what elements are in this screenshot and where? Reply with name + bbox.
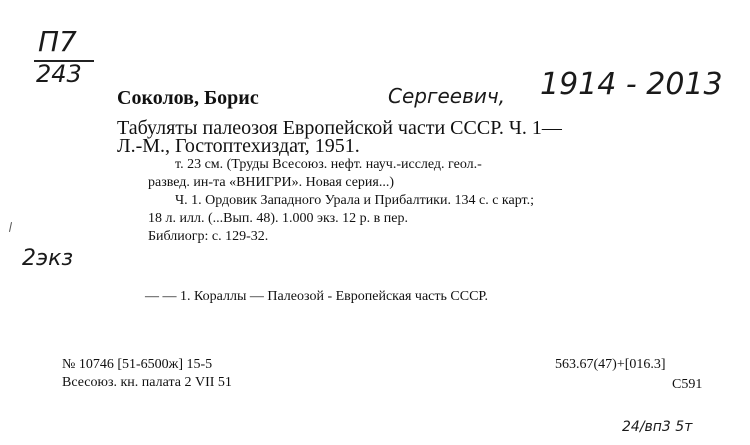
bottom-handwritten-marks: 24/вп3 5т xyxy=(622,419,693,435)
part-line-1: Ч. 1. Ордовик Западного Урала и Прибалтики. 134 с. с карт.; xyxy=(175,193,534,208)
cutter-number: С591 xyxy=(672,377,703,392)
margin-copies-note: 2экз xyxy=(22,246,74,271)
bibliography-note: Библиогр: с. 129-32. xyxy=(148,229,269,244)
shelfmark-top: П7 xyxy=(38,25,77,58)
series-line-2: развед. ин-та «ВНИГРИ». Новая серия...) xyxy=(148,175,395,190)
series-line-1: т. 23 см. (Труды Всесоюз. нефт. науч.-исслед. геол.- xyxy=(175,157,482,172)
shelfmark-bottom: 243 xyxy=(36,60,82,88)
book-chamber-line: Всесоюз. кн. палата 2 VII 51 xyxy=(62,375,232,390)
subject-headings: — — 1. Кораллы — Палеозой - Европейская часть СССР. xyxy=(145,289,488,304)
margin-stroke xyxy=(9,222,12,232)
author-handwritten-patronymic: Сергеевич, xyxy=(388,84,506,108)
author-printed: Соколов, Борис xyxy=(117,87,259,109)
title-line: Табуляты палеозоя Европейской части СССР. Ч. 1— xyxy=(117,117,562,139)
author-handwritten-years: 1914 - 2013 xyxy=(540,67,723,102)
imprint-line: Л.-М., Гостоптехиздат, 1951. xyxy=(117,135,360,157)
record-number: № 10746 [51-6500ж] 15-5 xyxy=(62,357,213,372)
part-line-2: 18 л. илл. (...Вып. 48). 1.000 экз. 12 р. в пер. xyxy=(148,211,408,226)
classification-index: 563.67(47)+[016.3] xyxy=(555,357,666,372)
